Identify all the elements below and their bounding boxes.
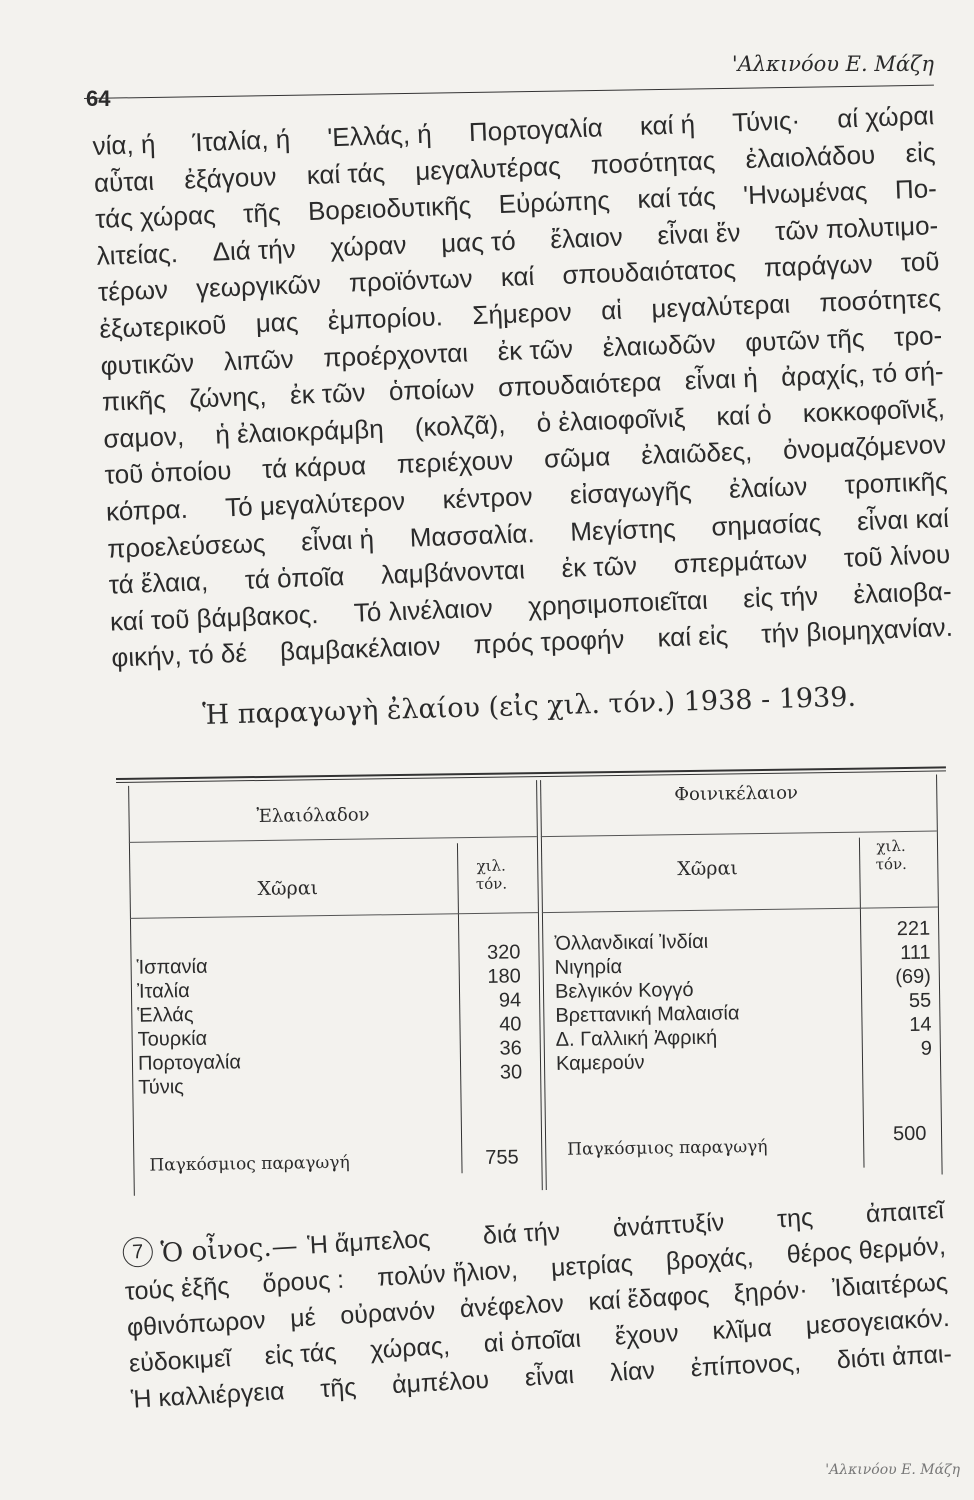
word: τοῦ ὁποίου: [104, 455, 232, 491]
palm-column-rule: [542, 907, 938, 914]
word: ἐκ τῶν: [497, 333, 574, 366]
word: 'Ηνωμένας: [742, 175, 868, 211]
footer-stamp: 'Αλκινόου Ε. Μάζη: [825, 1462, 960, 1478]
word: ἐλαίων: [728, 470, 808, 504]
word: ἐλαιοβα-: [852, 575, 953, 610]
word: σημασίας: [710, 507, 822, 542]
header-rule: [84, 85, 934, 99]
word: βροχάς,: [665, 1242, 755, 1276]
word: προελεύσεως: [106, 527, 266, 564]
word: καί ὁ: [715, 399, 773, 432]
table-cell: 40: [499, 1013, 522, 1036]
palm-header-rule: [541, 831, 937, 838]
word: Τό μεγαλύτερον: [224, 485, 406, 523]
word: Σήμερον: [471, 296, 573, 331]
word: Πο-: [894, 173, 938, 205]
word: νία, ή: [92, 128, 156, 161]
olive-oil-header: Ἐλαιόλαδον: [256, 804, 370, 828]
word: ἐξάγουν: [183, 160, 277, 195]
word: εἶναι: [524, 1361, 575, 1392]
table-cell: 9: [920, 1037, 933, 1060]
word: ὁ ἐλαιοφοῖνιξ: [536, 402, 686, 438]
word: ἐλαιῶδες,: [640, 436, 753, 471]
word: ὅρους :: [261, 1265, 345, 1299]
word: ἡ ἐλαιοκράμβη: [214, 413, 385, 450]
word: ἀνάπτυξίν: [612, 1208, 726, 1243]
word: ξηρόν·: [732, 1275, 809, 1308]
word: μεγαλύτεραι: [650, 288, 791, 324]
word: γεωργικῶν: [195, 269, 322, 304]
word: λιτείας.: [96, 237, 179, 271]
word: αἱ: [600, 294, 623, 326]
unit-label: τόν.: [875, 854, 908, 874]
word: σπουδαιότερα: [497, 366, 662, 403]
palm-unit-divider: [859, 838, 865, 1168]
word: τῆς: [319, 1373, 357, 1404]
word: διά τήν: [482, 1217, 561, 1250]
table-cell: Δ. Γαλλική Ἀφρική: [555, 1026, 718, 1051]
palm-oil-header: Φοινικέλαιον: [674, 782, 799, 806]
word: τροπικῆς: [844, 465, 949, 500]
word: περιέχουν: [396, 445, 514, 480]
word: τῶν πολυτιμο-: [774, 209, 939, 246]
word: ἐκ τῶν: [289, 377, 366, 411]
word: μας: [255, 306, 299, 339]
word: (κολζᾶ),: [414, 408, 506, 443]
word: Βορειοδυτικῆς: [307, 190, 472, 227]
word: ὀνομαζόμενον: [782, 429, 947, 466]
word: Εὐρώπης: [498, 185, 611, 220]
word: εἰσαγωγῆς: [569, 475, 693, 510]
word: πικῆς: [101, 384, 167, 417]
palm-total-value: 500: [892, 1122, 927, 1146]
olive-total-label: Παγκόσμιος παραγωγή: [149, 1152, 350, 1176]
table-title: Ἡ παραγωγὴ ἐλαίου (εἰς χιλ. τόν.) 1938 - 1939.: [202, 681, 857, 731]
word: ποσότητες: [819, 282, 942, 318]
palm-value-list: [870, 917, 932, 1062]
table-cell: Ἰταλία: [136, 979, 190, 1003]
body-paragraph: [92, 97, 954, 676]
word: λίαν: [609, 1356, 656, 1387]
table-left-border: [128, 786, 135, 1196]
table-cell: 14: [909, 1013, 932, 1036]
word: φικήν, τό δέ: [110, 637, 248, 673]
olive-total-value: 755: [485, 1146, 519, 1169]
palm-total-label: Παγκόσμιος παραγωγή: [567, 1136, 768, 1160]
table-cell: 221: [896, 917, 931, 941]
word: Ἡ καλλιέργεια: [130, 1377, 286, 1414]
word: σαμον,: [102, 420, 185, 454]
word: ἀπαιτεῖ: [865, 1196, 945, 1229]
word: χρησιμοποιεῖται: [527, 584, 709, 622]
table-right-border: [936, 775, 943, 1175]
word: βαμβακέλαιον: [279, 630, 441, 667]
word: τέρων: [97, 274, 169, 308]
table-cell: Βελγικόν Κογγό: [554, 978, 694, 1003]
production-table: [116, 766, 952, 1198]
wine-section: [122, 1192, 953, 1418]
word: καί: [500, 261, 535, 293]
word: κέντρον: [441, 481, 534, 515]
word: τούς ἑξῆς: [124, 1272, 231, 1306]
word: μας τό: [440, 225, 517, 259]
word: τάς χώρας: [94, 199, 217, 235]
word: τρο-: [893, 319, 943, 352]
word: ἐξωτερικοῦ: [98, 309, 227, 344]
word: κόπρα.: [105, 493, 189, 527]
page-number: 64: [86, 86, 111, 111]
table-cell: Τουρκία: [137, 1027, 208, 1051]
palm-unit-header: [871, 837, 911, 874]
table-cell: 111: [899, 941, 931, 965]
word: εὐδοκιμεῖ: [128, 1344, 232, 1378]
table-cell: 94: [498, 989, 522, 1012]
word: Τύνις·: [731, 105, 801, 138]
word: καί τάς: [306, 156, 386, 190]
word: ὁποίων: [388, 373, 476, 407]
word: Μασσαλία.: [409, 517, 536, 553]
word: καί εἰς: [657, 620, 729, 653]
word: φυτικῶν: [100, 346, 195, 381]
section-title: Ὁ οἶνος.—: [160, 1231, 299, 1269]
table-cell: 30: [499, 1061, 523, 1084]
word: Τό λινέλαιον: [353, 592, 494, 628]
olive-unit-header: [469, 856, 513, 893]
section-number-circle: 7: [122, 1236, 154, 1268]
word: τήν βιομηχανίαν.: [760, 612, 954, 650]
word: ἐπίπονος,: [690, 1348, 802, 1383]
word: ἀμπέλου: [391, 1365, 490, 1400]
word: Μεγίστης: [569, 512, 677, 547]
table-cell: Τύνις: [138, 1076, 184, 1099]
word: αἱ ὁποῖαι: [483, 1324, 582, 1358]
word: κοκκοφοῖνιξ,: [802, 392, 946, 428]
unit-label: τόν.: [475, 874, 508, 893]
olive-country-list: [136, 954, 241, 1099]
word: ἔλαιον: [549, 221, 624, 255]
word: Πορτογαλία: [468, 112, 604, 148]
word: μέ: [289, 1303, 317, 1333]
word: λιπῶν: [223, 343, 295, 376]
word: κλῖμα: [711, 1313, 773, 1346]
palm-country-column-header: Χῶραι: [677, 857, 738, 881]
word: εἰς: [904, 136, 936, 168]
olive-header-rule: [129, 836, 537, 843]
word: ἐκ τῶν: [561, 550, 638, 584]
word: προέρχονται: [322, 336, 469, 373]
olive-column-rule: [130, 912, 538, 919]
word: Ίταλία, ή: [192, 123, 291, 158]
word: Ἡ ἄμπελος: [306, 1224, 431, 1260]
table-cell: (69): [895, 965, 932, 989]
word: τοῦ λίνου: [843, 538, 951, 573]
table-cell: 180: [487, 965, 521, 988]
word: καί ή: [639, 108, 696, 141]
word: ἐλαιολάδου: [744, 138, 876, 174]
olive-country-column-header: Χῶραι: [257, 877, 319, 901]
table-cell: Καμερούν: [555, 1051, 645, 1075]
word: πολύν ἥλιον,: [376, 1255, 519, 1292]
word: σπερμάτων: [673, 544, 808, 580]
word: Διά τήν: [212, 233, 297, 267]
table-cell: Βρεττανική Μαλαισία: [555, 1002, 740, 1027]
word: εἶναι ἡ: [300, 523, 375, 557]
word: μεσογειακόν.: [805, 1303, 951, 1340]
word: ἀραχίς, τό σή-: [780, 356, 945, 393]
word: λαμβάνονται: [380, 554, 526, 590]
running-head: 'Αλκινόου Ε. Μάζη: [731, 52, 934, 76]
word: της: [776, 1203, 814, 1234]
word: εἰς τήν: [742, 580, 819, 614]
word: αί χώραι: [836, 100, 935, 134]
table-top-rule: [116, 766, 946, 780]
word: οὐρανόν: [339, 1296, 437, 1330]
word: παράγων: [763, 248, 874, 283]
word: ἐλαιωδῶν: [602, 327, 717, 362]
unit-label: χιλ.: [476, 856, 507, 875]
word: Ἰδιαιτέρως: [831, 1267, 949, 1303]
word: εἶναι ἕν: [656, 217, 741, 251]
word: 'Ελλάς, ή: [326, 118, 433, 153]
palm-country-list: [554, 929, 740, 1076]
word: ζώνης,: [188, 380, 268, 414]
word: τοῦ: [900, 246, 941, 278]
word: σπουδαιότατος: [561, 253, 737, 291]
word: εἶναι ἡ: [684, 362, 759, 396]
word: χώραν: [329, 229, 407, 263]
olive-value-list: [460, 940, 522, 1085]
word: τά ἔλαια,: [108, 566, 209, 600]
table-cell: 36: [499, 1037, 522, 1060]
word: σῶμα: [543, 441, 611, 474]
word: τῆς: [242, 197, 281, 229]
word: θέρος θερμόν,: [785, 1232, 947, 1269]
table-cell: 55: [908, 989, 932, 1012]
word: μεγαλυτέρας: [414, 150, 562, 186]
table-cell: Νιγηρία: [554, 955, 623, 979]
word: ποσότητας: [590, 144, 716, 180]
word: φυτῶν τῆς: [744, 322, 865, 357]
table-cell: Ἑλλάς: [137, 1003, 194, 1027]
word: προϊόντων: [348, 263, 474, 299]
word: εἶναι καί: [856, 502, 950, 536]
table-cell: Ὀλλανδικαί Ἰνδίαι: [554, 930, 709, 955]
word: τά ὁποῖα: [244, 561, 345, 595]
word: αὗται: [93, 165, 155, 198]
word: ἔχουν: [614, 1319, 680, 1351]
word: μετρίας: [550, 1249, 634, 1283]
word: διότι ἀπαι-: [836, 1339, 953, 1375]
word: τά κάρυα: [261, 450, 367, 485]
table-cell: 320: [486, 941, 521, 964]
word: καί τοῦ βάμβακος.: [109, 598, 319, 637]
word: καί ἔδαφος: [587, 1281, 710, 1317]
table-cell: Πορτογαλία: [137, 1051, 242, 1075]
word: ἀνέφελον: [459, 1289, 565, 1324]
unit-label: χιλ.: [876, 836, 906, 856]
word: πρός τροφήν: [473, 624, 625, 660]
word: φθινόπωρον: [126, 1306, 267, 1342]
table-cell: Ἱσπανία: [136, 955, 208, 979]
word: εἰς τάς: [263, 1338, 338, 1371]
word: ἐμπορίου.: [327, 301, 444, 336]
word: χώρας,: [369, 1331, 451, 1365]
word: καί τάς: [636, 181, 717, 215]
